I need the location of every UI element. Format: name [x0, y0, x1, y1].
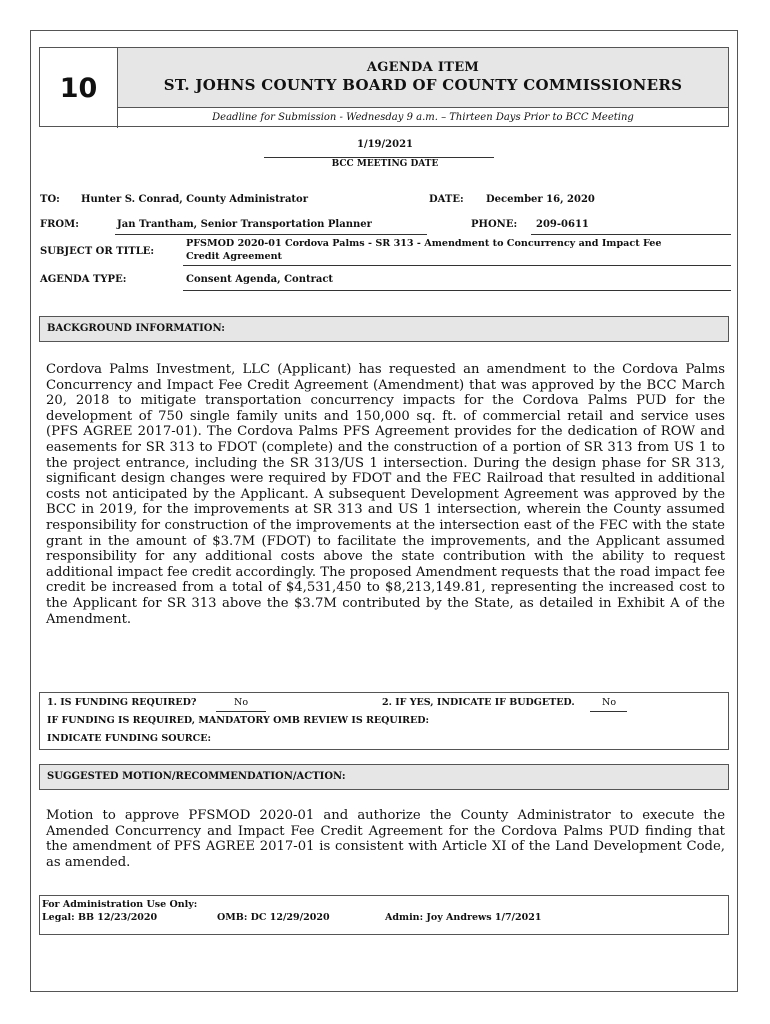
meeting-date: 1/19/2021 [356, 139, 413, 150]
agenda-item-page [30, 30, 738, 992]
motion-heading: SUGGESTED MOTION/RECOMMENDATION/ACTION: [39, 764, 729, 790]
header-box [39, 47, 729, 127]
funding-q2-value: No [602, 697, 617, 708]
admin-legal: Legal: BB 12/23/2020 [42, 912, 158, 923]
title-box [118, 48, 728, 108]
funding-q2-label: 2. IF YES, INDICATE IF BUDGETED. [382, 697, 575, 708]
admin-signoff: Admin: Joy Andrews 1/7/2021 [385, 912, 542, 923]
admin-heading: For Administration Use Only: [42, 899, 198, 910]
phone-label: PHONE: [471, 219, 518, 230]
omb-review-label: IF FUNDING IS REQUIRED, MANDATORY OMB REVIEW IS REQUIRED: [47, 715, 430, 726]
date-label: DATE: [429, 194, 464, 205]
agenda-type-underline [183, 290, 731, 291]
funding-box [39, 692, 729, 750]
subject-line-2: Credit Agreement [186, 251, 282, 262]
item-number: 10 [40, 48, 118, 128]
funding-q1-underline [216, 711, 266, 712]
agenda-type-value: Consent Agenda, Contract [186, 274, 334, 285]
deadline-note: Deadline for Submission - Wednesday 9 a.m. – Thirteen Days Prior to BCC Meeting [212, 112, 634, 123]
from-label: FROM: [40, 219, 79, 230]
from-underline [115, 234, 427, 235]
to-label: TO: [40, 194, 60, 205]
background-heading: BACKGROUND INFORMATION: [39, 316, 729, 342]
admin-box [39, 895, 729, 935]
subject-line-1: PFSMOD 2020-01 Cordova Palms - SR 313 - Amendment to Concurrency and Impact Fee [186, 238, 662, 249]
meeting-date-label: BCC MEETING DATE [331, 159, 439, 169]
subject-label: SUBJECT OR TITLE: [40, 246, 155, 257]
phone-value: 209-0611 [536, 219, 589, 230]
date-value: December 16, 2020 [486, 194, 595, 205]
meeting-date-line [264, 157, 494, 158]
to-value: Hunter S. Conrad, County Administrator [81, 194, 308, 205]
agenda-type-label: AGENDA TYPE: [40, 274, 127, 285]
subject-underline [183, 265, 731, 266]
motion-text: Motion to approve PFSMOD 2020-01 and authorize the County Administrator to execute the Amended Concurrency and Impact Fee Credit Agreement for the Cordova Palms PUD finding that the amendment of PFS AGREE 2017-01 is consistent with Article XI of the Land Development Code, as amended. [46, 808, 725, 870]
funding-q1-label: 1. IS FUNDING REQUIRED? [47, 697, 197, 708]
from-value: Jan Trantham, Senior Transportation Planner [117, 219, 372, 230]
phone-underline [531, 234, 731, 235]
funding-source-label: INDICATE FUNDING SOURCE: [47, 733, 211, 744]
title-line-2: ST. JOHNS COUNTY BOARD OF COUNTY COMMISSIONERS [163, 76, 683, 94]
funding-q2-underline [590, 711, 627, 712]
admin-omb: OMB: DC 12/29/2020 [217, 912, 330, 923]
background-text: Cordova Palms Investment, LLC (Applicant) has requested an amendment to the Cordova Palms Concurrency and Impact Fee Credit Agreement (Amendment) that was approved by the BCC March 20, 2018 to mitigate transportation concurrency impacts for the Cordova Palms PUD for the development of 750 single family units and 150,000 sq. ft. of commercial retail and service uses (PFS AGREE 2017-01). The Cordova Palms PFS Agreement provides for the dedication of ROW and easements for SR 313 to FDOT (complete) and the construction of a portion of SR 313 from US 1 to the project entrance, including the SR 313/US 1 intersection. During the design phase for SR 313, significant design changes were required by FDOT and the FEC Railroad that resulted in additional costs not anticipated by the Applicant. A subsequent Development Agreement was approved by the BCC in 2019, for the improvements at SR 313 and US 1 intersection, wherein the County assumed responsibility for construction of the improvements at the intersection east of the FEC with the state grant in the amount of $3.7M (FDOT) to facilitate the improvements, and the Applicant assumed responsibility for any additional costs above the state contribution with the ability to request additional impact fee credit accordingly. The proposed Amendment requests that the road impact fee credit be increased from a total of $4,531,450 to $8,213,149.81, representing the increased cost to the Applicant for SR 313 above the $3.7M contributed by the State, as detailed in Exhibit A of the Amendment. [46, 362, 725, 627]
title-line-1: AGENDA ITEM [366, 60, 480, 75]
funding-q1-value: No [234, 697, 249, 708]
